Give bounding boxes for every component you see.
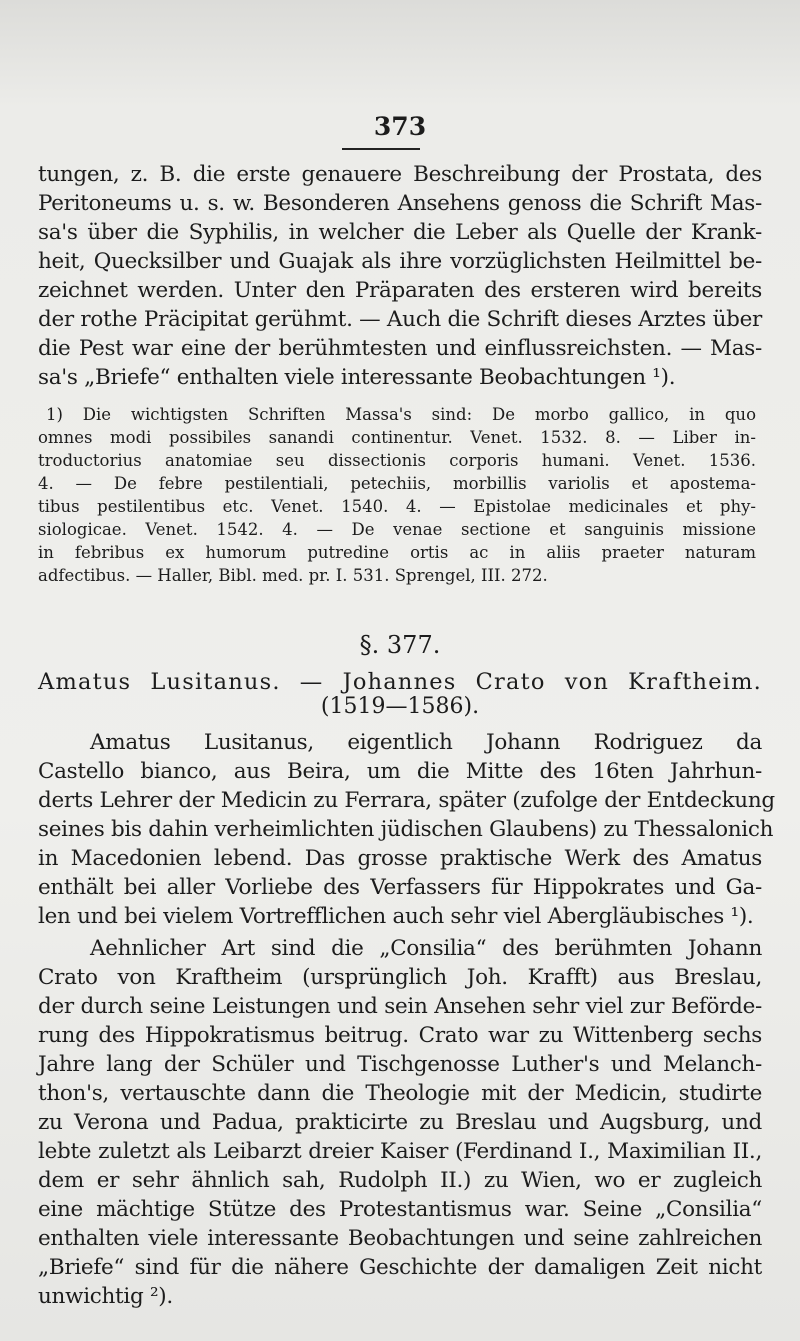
footnote-line: 4. — De febre pestilentiali, petechiis, morbillis variolis et apostema- xyxy=(38,474,756,493)
paragraph-3-line: zu Verona und Padua, prakticirte zu Breslau und Augsburg, und xyxy=(38,1110,762,1135)
paragraph-1-line: die Pest war eine der berühmtesten und einflussreichsten. — Mas- xyxy=(38,336,762,361)
paragraph-1-line: sa's „Briefe“ enthalten viele interessante Beobachtungen ¹). xyxy=(38,365,676,390)
paragraph-2-line: len und bei vielem Vortrefflichen auch sehr viel Abergläubisches ¹). xyxy=(38,904,754,929)
paragraph-2-line: in Macedonien lebend. Das grosse praktische Werk des Amatus xyxy=(38,846,762,871)
paragraph-3-line: lebte zuletzt als Leibarzt dreier Kaiser (Ferdinand I., Maximilian II., xyxy=(38,1139,762,1164)
section-heading: Amatus Lusitanus. — Johannes Crato von Kraftheim. xyxy=(38,669,762,695)
paragraph-3-line: rung des Hippokratismus beitrug. Crato war zu Wittenberg sechs xyxy=(38,1023,762,1048)
footnote-line: troductorius anatomiae seu dissectionis corporis humani. Venet. 1536. xyxy=(38,451,756,470)
paragraph-2-line: seines bis dahin verheimlichten jüdischen Glaubens) zu Thessalonich xyxy=(38,817,774,842)
paragraph-3-line: enthalten viele interessante Beobachtungen und seine zahlreichen xyxy=(38,1226,762,1251)
paragraph-1-line: der rothe Präcipitat gerühmt. — Auch die Schrift dieses Arztes über xyxy=(38,307,762,332)
footnote-line: tibus pestilentibus etc. Venet. 1540. 4. — Epistolae medicinales et phy- xyxy=(38,497,756,516)
paragraph-3-line: Crato von Kraftheim (ursprünglich Joh. Krafft) aus Breslau, xyxy=(38,965,762,990)
paragraph-3-line: Aehnlicher Art sind die „Consilia“ des berühmten Johann xyxy=(90,936,762,961)
paragraph-1-line: Peritoneums u. s. w. Besonderen Ansehens genoss die Schrift Mas- xyxy=(38,191,762,216)
paragraph-3-line: der durch seine Leistungen und sein Ansehen sehr viel zur Beförde- xyxy=(38,994,762,1019)
paragraph-3-line: unwichtig ²). xyxy=(38,1284,173,1309)
paragraph-2-line: derts Lehrer der Medicin zu Ferrara, später (zufolge der Entdeckung xyxy=(38,788,775,813)
section-years: (1519—1586). xyxy=(320,694,480,719)
footnote-line: siologicae. Venet. 1542. 4. — De venae sectione et sanguinis missione xyxy=(38,520,756,539)
footnote-line: in febribus ex humorum putredine ortis ac in aliis praeter naturam xyxy=(38,543,756,562)
paragraph-3-line: eine mächtige Stütze des Protestantismus war. Seine „Consilia“ xyxy=(38,1197,762,1222)
paragraph-2-line: enthält bei aller Vorliebe des Verfassers für Hippokrates und Ga- xyxy=(38,875,762,900)
footnote-line: omnes modi possibiles sanandi continentur. Venet. 1532. 8. — Liber in- xyxy=(38,428,756,447)
page-number: 373 xyxy=(373,112,427,141)
paragraph-3-line: dem er sehr ähnlich sah, Rudolph II.) zu Wien, wo er zugleich xyxy=(38,1168,762,1193)
paragraph-3-line: thon's, vertauschte dann die Theologie mit der Medicin, studirte xyxy=(38,1081,762,1106)
page-number-rule xyxy=(342,148,420,150)
section-number: §. 377. xyxy=(359,631,441,659)
paragraph-1-line: zeichnet werden. Unter den Präparaten des ersteren wird bereits xyxy=(38,278,762,303)
footnote-line: adfectibus. — Haller, Bibl. med. pr. I. 531. Sprengel, III. 272. xyxy=(38,566,548,585)
paragraph-1-line: heit, Quecksilber und Guajak als ihre vorzüglichsten Heilmittel be- xyxy=(38,249,762,274)
paragraph-1-line: sa's über die Syphilis, in welcher die Leber als Quelle der Krank- xyxy=(38,220,762,245)
paragraph-3-line: „Briefe“ sind für die nähere Geschichte der damaligen Zeit nicht xyxy=(38,1255,762,1280)
paragraph-1-line: tungen, z. B. die erste genauere Beschreibung der Prostata, des xyxy=(38,162,762,187)
paragraph-2-line: Amatus Lusitanus, eigentlich Johann Rodriguez da xyxy=(90,730,762,755)
paragraph-2-line: Castello bianco, aus Beira, um die Mitte des 16ten Jahrhun- xyxy=(38,759,762,784)
paragraph-3-line: Jahre lang der Schüler und Tischgenosse Luther's und Melanch- xyxy=(38,1052,762,1077)
footnote-line: 1) Die wichtigsten Schriften Massa's sind: De morbo gallico, in quo xyxy=(46,405,756,424)
